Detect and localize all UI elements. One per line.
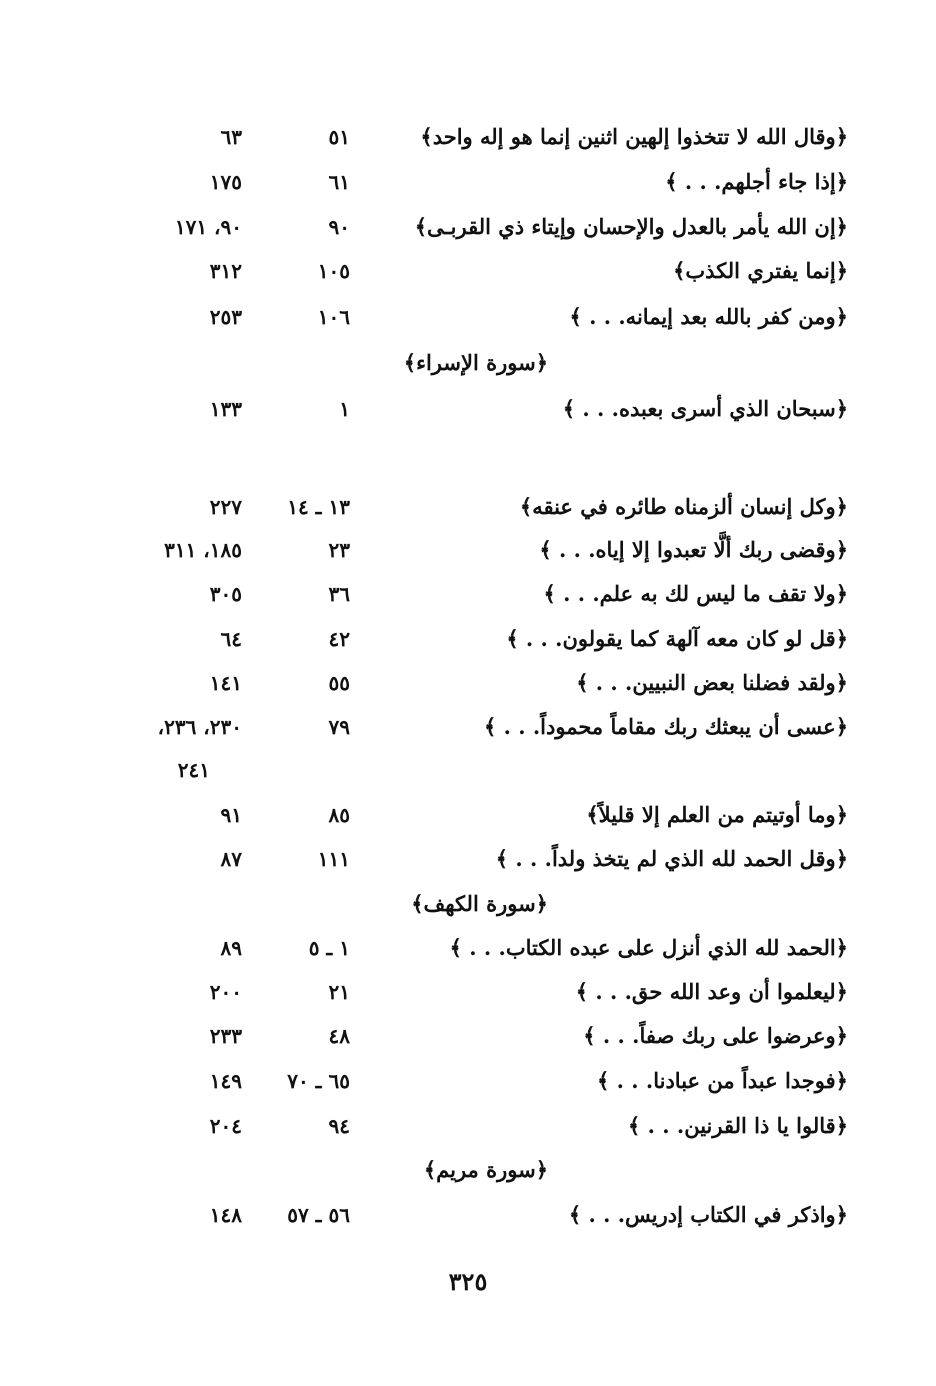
ayah-number: ٨٥ <box>328 803 350 827</box>
verse-text: ﴿وقل الحمد لله الذي لم يتخذ ولداً. . . ﴾ <box>495 846 848 871</box>
page-reference: ٩٠، ١٧١ <box>174 215 242 239</box>
page-reference: ١٤١ <box>209 671 242 695</box>
ayah-number: ٤٨ <box>328 1024 350 1048</box>
verse-text: ﴿قل لو كان معه آلهة كما يقولون. . . ﴾ <box>506 626 848 651</box>
ayah-number: ١٣ ـ ١٤ <box>287 495 350 519</box>
ayah-number: ١٠٥ <box>317 259 350 283</box>
page-reference: ١٤٨ <box>209 1203 242 1227</box>
ayah-number: ٦٥ ـ ٧٠ <box>287 1069 350 1093</box>
page-reference: ٩١ <box>220 803 242 827</box>
index-entry <box>0 207 936 247</box>
ayah-number: ٩٠ <box>328 215 350 239</box>
verse-text: ﴿عسى أن يبعثك ربك مقاماً محموداً. . . ﴾ <box>484 714 848 739</box>
index-entry <box>0 389 936 429</box>
verse-text: ﴿ومن كفر بالله بعد إيمانه. . . ﴾ <box>569 304 848 329</box>
verse-text: ﴿وعرضوا على ربك صفاً. . . ﴾ <box>583 1023 848 1048</box>
index-entry <box>0 1195 936 1235</box>
ayah-number: ٢١ <box>328 980 350 1004</box>
page-reference: ٢٢٧ <box>209 495 242 519</box>
ayah-number: ٩٤ <box>328 1114 350 1138</box>
verse-text: ﴿إنما يفتري الكذب﴾ <box>673 258 848 283</box>
ayah-number: ١ ـ ٥ <box>308 936 350 960</box>
index-entry <box>0 574 936 614</box>
ayah-number: ١٠٦ <box>317 305 350 329</box>
index-entry <box>0 795 936 835</box>
surah-heading <box>0 884 936 924</box>
surah-heading <box>0 1150 936 1190</box>
verse-text: ﴿إن الله يأمر بالعدل والإحسان وإيتاء ذي القربـى﴾ <box>414 214 848 239</box>
ayah-number: ٧٩ <box>328 715 350 739</box>
page-number: ٣٢٥ <box>448 1267 488 1296</box>
ayah-number: ٤٢ <box>328 627 350 651</box>
index-entry <box>0 1061 936 1101</box>
surah-heading <box>0 343 936 383</box>
index-entry <box>0 972 936 1012</box>
index-entry <box>0 251 936 291</box>
index-entry <box>0 1106 936 1146</box>
verse-text: ﴿الحمد لله الذي أنزل على عبده الكتاب. . . ﴾ <box>449 935 848 960</box>
verse-text: ﴿واذكر في الكتاب إدريس. . . ﴾ <box>568 1202 848 1227</box>
page-reference-continued: ٢٤١ <box>177 758 210 782</box>
verse-text: ﴿وقال الله لا تتخذوا إلهين اثنين إنما هو إله واحد﴾ <box>420 124 848 149</box>
index-entry <box>0 839 936 879</box>
index-entry <box>0 117 936 157</box>
verse-text: ﴿إذا جاء أجلهم. . . ﴾ <box>665 169 848 194</box>
page-reference: ٦٣ <box>220 125 242 149</box>
page-reference: ٢٣٣ <box>209 1024 242 1048</box>
ayah-number: ١ <box>339 397 350 421</box>
page-reference: ٢٠٠ <box>209 980 242 1004</box>
verse-text: ﴿فوجدا عبداً من عبادنا. . . ﴾ <box>597 1068 848 1093</box>
ayah-number: ٢٣ <box>328 538 350 562</box>
ayah-number: ٥١ <box>328 125 350 149</box>
verse-text: ﴿وكل إنسان ألزمناه طائره في عنقه﴾ <box>519 494 848 519</box>
verse-text: ﴿ليعلموا أن وعد الله حق. . . ﴾ <box>575 979 848 1004</box>
surah-title: ﴿سورة الكهف﴾ <box>411 891 548 916</box>
index-entry <box>0 928 936 968</box>
page-reference: ٨٧ <box>220 847 242 871</box>
ayah-number: ١١١ <box>317 847 350 871</box>
surah-title: ﴿سورة الإسراء﴾ <box>403 350 548 375</box>
page-reference: ١٧٥ <box>209 170 242 194</box>
verse-text: ﴿سبحان الذي أسرى بعبده. . . ﴾ <box>562 396 848 421</box>
index-entry <box>0 297 936 337</box>
index-entry-continuation <box>0 750 936 790</box>
ayah-number: ٥٦ ـ ٥٧ <box>287 1203 350 1227</box>
page-reference: ٢٥٣ <box>209 305 242 329</box>
surah-title: ﴿سورة مريم﴾ <box>423 1157 548 1182</box>
index-entry <box>0 530 936 570</box>
page-reference: ١٨٥، ٣١١ <box>164 538 242 562</box>
ayah-number: ٦١ <box>328 170 350 194</box>
verse-text: ﴿قالوا يا ذا القرنين. . . ﴾ <box>628 1113 848 1138</box>
page-reference: ٢٣٠، ٢٣٦، <box>157 715 242 739</box>
index-entry <box>0 707 936 747</box>
verse-text: ﴿وقضى ربك ألَّا تعبدوا إلا إياه. . . ﴾ <box>539 537 848 562</box>
page-reference: ٣١٢ <box>209 259 242 283</box>
index-entry <box>0 162 936 202</box>
ayah-number: ٥٥ <box>328 671 350 695</box>
page-reference: ١٣٣ <box>209 397 242 421</box>
index-entry <box>0 619 936 659</box>
ayah-number: ٣٦ <box>328 582 350 606</box>
index-entry <box>0 487 936 527</box>
page-reference: ١٤٩ <box>209 1069 242 1093</box>
index-entry <box>0 663 936 703</box>
verse-text: ﴿وما أوتيتم من العلم إلا قليلاً﴾ <box>586 802 848 827</box>
page-reference: ٦٤ <box>220 627 242 651</box>
page-reference: ٨٩ <box>220 936 242 960</box>
verse-text: ﴿ولا تقف ما ليس لك به علم. . . ﴾ <box>543 581 848 606</box>
index-entry <box>0 1016 936 1056</box>
verse-text: ﴿ولقد فضلنا بعض النبيين. . . ﴾ <box>576 670 848 695</box>
page-reference: ٢٠٤ <box>209 1114 242 1138</box>
page-reference: ٣٠٥ <box>209 582 242 606</box>
